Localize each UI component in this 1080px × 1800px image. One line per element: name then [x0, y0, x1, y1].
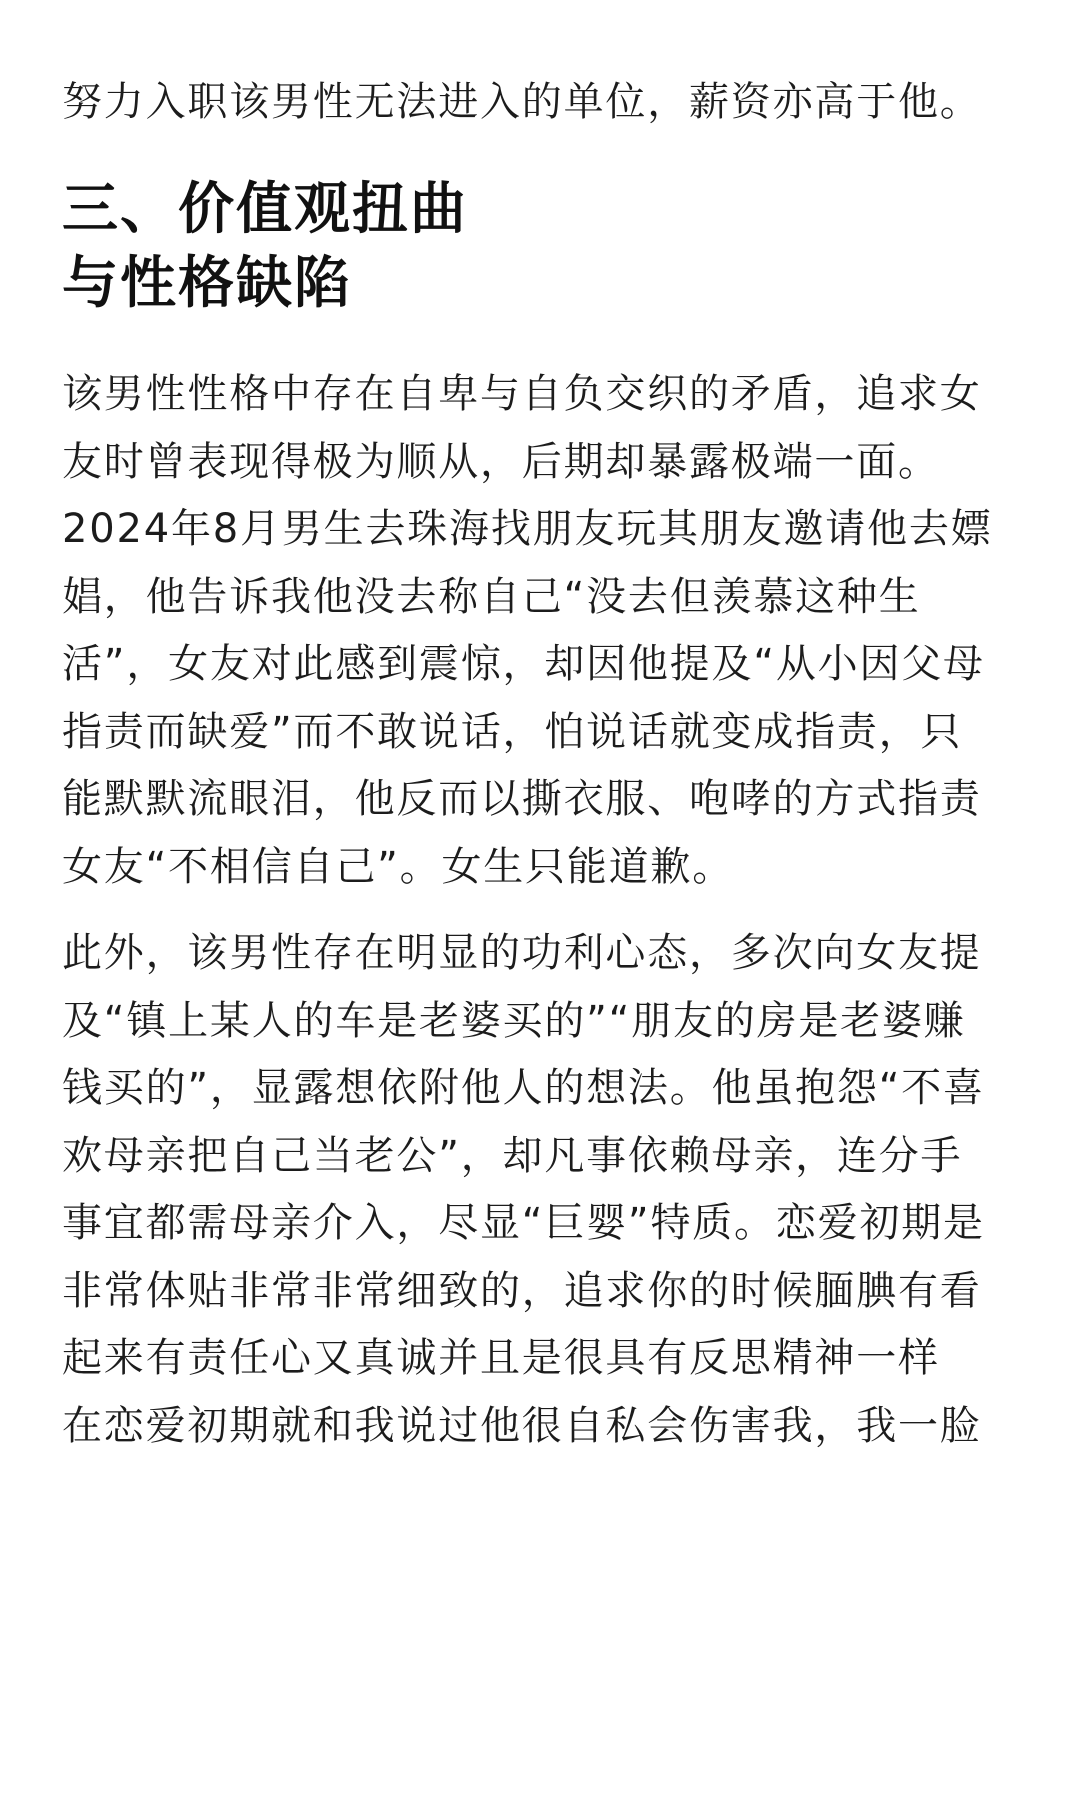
text-line: 非常体贴非常非常细致的，追求你的时候腼腆有看: [62, 1268, 982, 1314]
text-line: 2024年8月男生去珠海找朋友玩其朋友邀请他去嫖: [62, 506, 993, 552]
text-line: 女友“不相信自己”。女生只能道歉。: [62, 844, 735, 890]
heading-line: 三、价值观扭曲: [62, 177, 468, 242]
text-line: 及“镇上某人的车是老婆买的”“朋友的房是老婆赚: [62, 998, 966, 1044]
heading-line: 与性格缺陷: [62, 251, 352, 316]
text-line: 起来有责任心又真诚并且是很具有反思精神一样: [62, 1335, 940, 1381]
text-line: 娼，他告诉我他没去称自己“没去但羡慕这种生: [62, 574, 921, 620]
text-line: 该男性性格中存在自卑与自负交织的矛盾，追求女: [62, 371, 982, 417]
text-line: 能默默流眼泪，他反而以撕衣服、咆哮的方式指责: [62, 776, 982, 822]
text-line: 努力入职该男性无法进入的单位，薪资亦高于他。: [62, 79, 982, 125]
text-line: 欢母亲把自己当老公”，却凡事依赖母亲，连分手: [62, 1133, 963, 1179]
text-line: 事宜都需母亲介入，尽显“巨婴”特质。恋爱初期是: [62, 1200, 985, 1246]
text-line: 此外，该男性存在明显的功利心态，多次向女友提: [62, 930, 982, 976]
text-line: 指责而缺爱”而不敢说话，怕说话就变成指责，只: [62, 709, 963, 755]
text-line: 活”，女友对此感到震惊，却因他提及“从小因父母: [62, 641, 985, 687]
text-line: 友时曾表现得极为顺从，后期却暴露极端一面。: [62, 439, 940, 485]
text-line: 钱买的”，显露想依附他人的想法。他虽抱怨“不喜: [62, 1065, 985, 1111]
text-line: 在恋爱初期就和我说过他很自私会伤害我，我一脸: [62, 1403, 982, 1449]
